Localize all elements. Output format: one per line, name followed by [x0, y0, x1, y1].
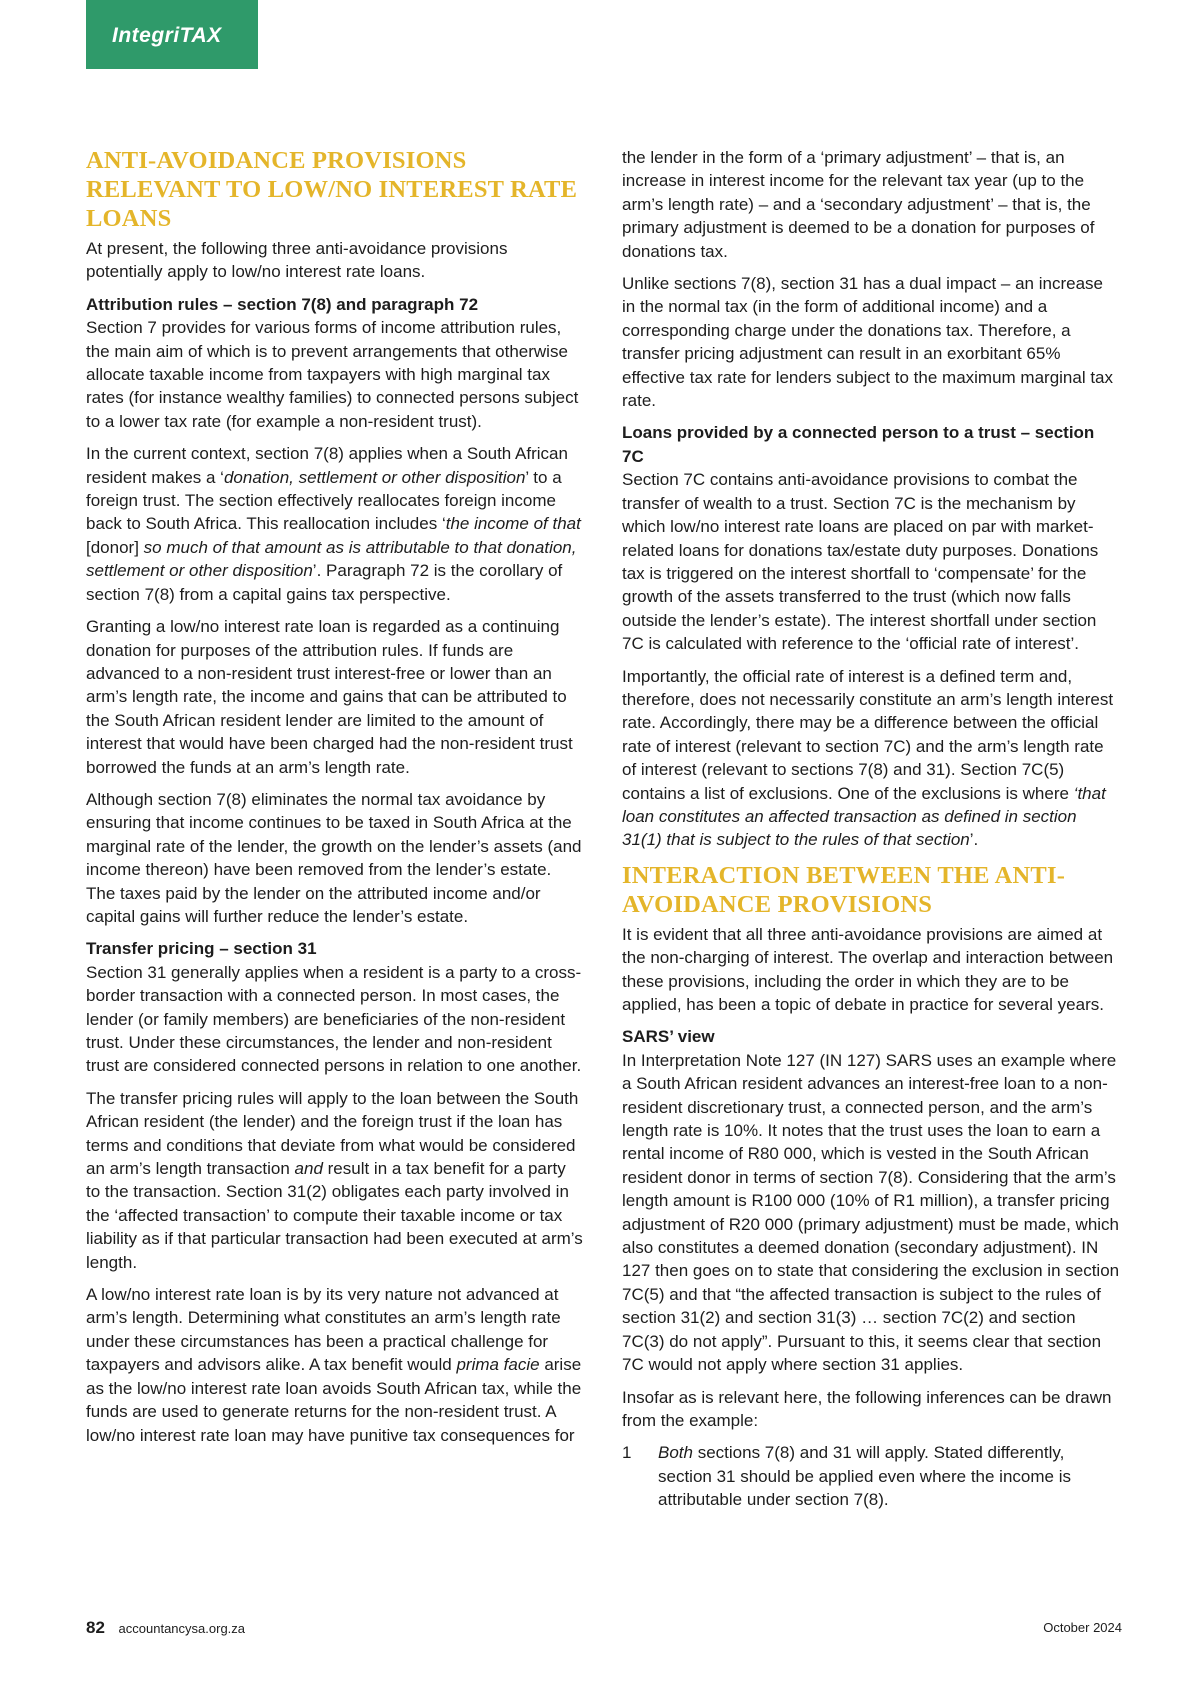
page-number: 82 [86, 1618, 105, 1637]
italic-run: Both [658, 1443, 693, 1463]
right-column [622, 146, 1120, 1512]
transfer-pricing-text: Section 31 generally applies when a resident is a party to a cross-border transaction with a connected person. In most cases, the lender (or family members) are beneficiaries of the non-resident trust. Under these circumstances, the lender and non-resident trust are considered connected persons in relation to one another. [86, 962, 582, 1076]
attribution-text: Section 7 provides for various forms of income attribution rules, the main aim of which is to prevent arrangements that otherwise allocate taxable income from taxpayers with high marginal tax rates (for instance wealthy families) to connected persons subject to a lower tax rate (for example a non-resident trust). [86, 318, 579, 431]
footer-site: accountancysa.org.za [118, 1621, 246, 1636]
italic-run: so much of that amount as is attributable to that donation, settlement or other disposition [86, 537, 577, 581]
section-7-8-paragraph [86, 442, 584, 606]
section-heading-anti-avoidance: ANTI-AVOIDANCE PROVISIONS RELEVANT TO LOW/NO INTEREST RATE LOANS [86, 147, 578, 232]
low-interest-loan-paragraph [86, 1283, 584, 1447]
official-rate-paragraph [622, 665, 1120, 852]
dual-impact-paragraph: Unlike sections 7(8), section 31 has a dual impact – an increase in the normal tax (in the form of additional income) and a corresponding charge under the donations tax. Therefore, a transfer pricing adjustment can result in an exorbitant 65% effective tax rate for lenders subject to the maximum marginal tax rate. [622, 274, 1114, 411]
section-heading-interaction: INTERACTION BETWEEN THE ANTI-AVOIDANCE PROVISIONS [622, 861, 1066, 918]
section-7c-block [622, 421, 1120, 655]
italic-run: and [294, 1159, 323, 1179]
footer-date: October 2024 [1043, 1620, 1122, 1635]
text-run: result in a tax benefit for a party to the transaction. Section 31(2) obligates each party involved in the ‘affected transaction’ to compute their taxable income or tax liability as if that particular transaction had been executed at arm’s length. [86, 1159, 583, 1272]
primary-adjustment-paragraph: the lender in the form of a ‘primary adjustment’ – that is, an increase in interest income for the relevant tax year (up to the arm’s length rate) – and a ‘secondary adjustment’ – that is, the primary adjustment is deemed to be a donation for purposes of donations tax. [622, 148, 1095, 261]
footer-left [86, 1618, 245, 1638]
integritax-logo [86, 0, 258, 69]
tax-avoidance-paragraph: Although section 7(8) eliminates the normal tax avoidance by ensuring that income continues to be taxed in South Africa at the marginal rate of the lender, the growth on the lender’s assets (and income thereon) have been removed from the lender’s estate. The taxes paid by the lender on the attributed income and/or capital gains will further reduce the lender’s estate. [86, 789, 582, 926]
sars-view-block [622, 1025, 1120, 1376]
transfer-pricing-rules-paragraph [86, 1087, 584, 1274]
sars-view-text: In Interpretation Note 127 (IN 127) SARS uses an example where a South African resident advances an interest-free loan to a non-resident discretionary trust, a connected person, and the arm’s length rate is 10%. It notes that the trust uses the loan to earn a rental income of R80 000, which is vested in the South African resident donor in terms of section 7(8). Considering that the arm’s length amount is R100 000 (10% of R1 million), a transfer pricing adjustment of R20 000 (primary adjustment) must be made, which also constitutes a deemed donation (secondary adjustment). IN 127 then goes on to state that considering the exclusion in section 7C(5) and that “the affected transaction is subject to the rules of section 31(2) and section 31(3) … section 7C(2) and section 7C(3) do not apply”. Pursuant to this, it seems clear that section 7C would not apply where section 31 applies. [622, 1050, 1120, 1375]
text-run: [donor] [86, 537, 144, 557]
list-item [622, 1441, 1120, 1511]
text-run: ’. Paragraph 72 is the corollary of section 7(8) from a capital gains tax perspective. [86, 561, 563, 604]
interaction-paragraph: It is evident that all three anti-avoidance provisions are aimed at the non-charging of interest. The overlap and interaction between these provisions, including the order in which they are to be applied, has been a topic of debate in practice for several years. [622, 924, 1114, 1014]
subheading-section-7c: Loans provided by a connected person to a trust – section 7C [622, 423, 1095, 466]
transfer-pricing-block [86, 937, 584, 1077]
subheading-sars-view: SARS’ view [622, 1027, 715, 1047]
text-run: A low/no interest rate loan is by its very nature not advanced at arm’s length. Determining what constitutes an arm’s length rate under these circumstances has been a practical challenge for taxpayers and advisors alike. A tax benefit would [86, 1285, 561, 1375]
subheading-attribution: Attribution rules – section 7(8) and paragraph 72 [86, 294, 479, 314]
italic-run: the income of that [445, 514, 581, 534]
text-run: sections 7(8) and 31 will apply. Stated differently, section 31 should be applied even where the income is attributable under section 7(8). [658, 1443, 1071, 1510]
text-run: ’ to a foreign trust. The section effectively reallocates foreign income back to South Africa. This reallocation includes ‘ [86, 467, 562, 534]
text-run: In the current context, section 7(8) applies when a South African resident makes a ‘ [86, 444, 568, 487]
text-run: Importantly, the official rate of interest is a defined term and, therefore, does not necessarily constitute an arm’s length interest rate. Accordingly, there may be a difference between the official rate of interest (relevant to section 7C) and the arm’s length rate of interest (relevant to sections 7(8) and 31). Section 7C(5) contains a list of exclusions. One of the exclusions is where [622, 666, 1114, 803]
intro-paragraph: At present, the following three anti-avoidance provisions potentially apply to low/no interest rate loans. [86, 239, 508, 282]
attribution-block [86, 293, 584, 433]
italic-run: donation, settlement or other disposition [223, 467, 526, 487]
italic-run: ‘that loan constitutes an affected transaction as defined in section 31(1) that is subject to the rules of that section [622, 783, 1106, 850]
continuing-donation-paragraph: Granting a low/no interest rate loan is regarded as a continuing donation for purposes of the attribution rules. If funds are advanced to a non-resident trust interest-free or lower than an arm’s length rate, the income and gains that can be attributed to the South African resident lender are limited to the amount of interest that would have been charged had the non-resident trust borrowed the funds at an arm’s length rate. [86, 617, 573, 777]
section-7c-text: Section 7C contains anti-avoidance provisions to combat the transfer of wealth to a trust. Section 7C is the mechanism by which low/no interest rate loans are placed on par with market-related loans for donations tax/estate duty purposes. Donations tax is triggered on the interest shortfall to ‘compensate’ for the growth of the assets transferred to the trust (which now falls outside the lender’s estate). The interest shortfall under section 7C is calculated with reference to the ‘official rate of interest’. [622, 470, 1099, 654]
text-run: arise as the low/no interest rate loan avoids South African tax, while the funds are used to generate returns for the non-resident trust. A low/no interest rate loan may have punitive tax consequences for [86, 1355, 582, 1445]
text-run: ’. [969, 830, 979, 850]
list-number: 1 [622, 1443, 632, 1463]
text-run: The transfer pricing rules will apply to the loan between the South African resident (the lender) and the foreign trust if the loan has terms and conditions that deviate from what would be considered an arm’s length transaction [86, 1088, 579, 1179]
inferences-paragraph: Insofar as is relevant here, the following inferences can be drawn from the example: [622, 1387, 1112, 1430]
logo-text: IntegriTAX [112, 24, 222, 47]
italic-run: prima facie [456, 1355, 540, 1375]
subheading-transfer-pricing: Transfer pricing – section 31 [86, 939, 317, 959]
list-text [658, 1441, 1120, 1511]
left-column [86, 146, 584, 1456]
